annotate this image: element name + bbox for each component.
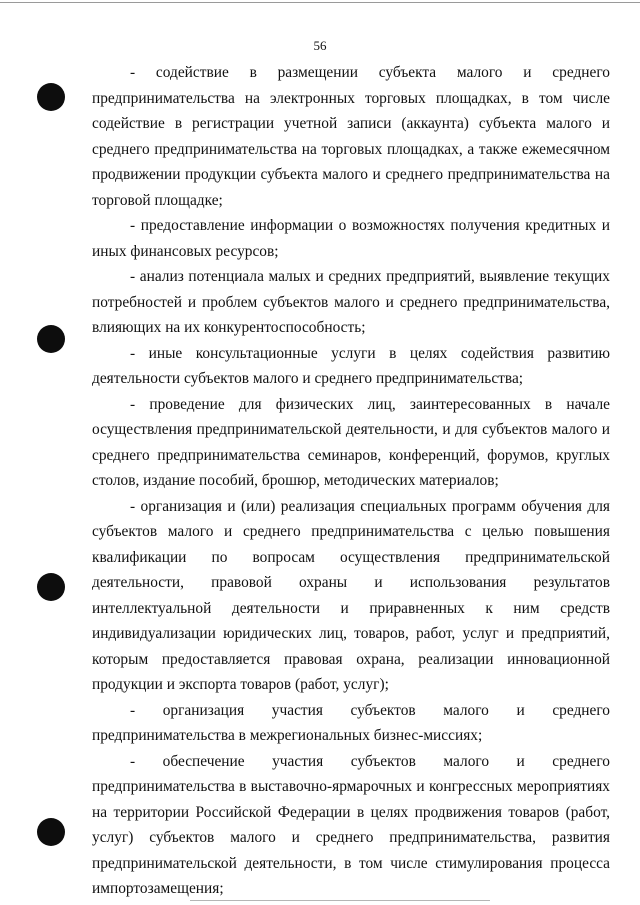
binder-hole-mark [37,83,65,111]
scan-bottom-edge [190,900,490,901]
list-paragraph: - предоставление информации о возможностях получения кредитных и иных финансовых ресурсов; [92,217,610,260]
binder-hole-mark [37,325,65,353]
document-body [92,60,610,902]
list-paragraph: - содействие в размещении субъекта малого и среднего предпринимательства на электронных торговых площадках, в том числе содействие в регистрации учетной записи (аккаунта) субъекта малого и среднего предпринимательства на торговых площадках, а также ежемесячном продвижении продукции субъекта малого и среднего предпринимательства на торговой площадке; [92,64,610,209]
list-paragraph: - организация и (или) реализация специальных программ обучения для субъектов малого и среднего предпринимательства с целью повышения квалификации по вопросам осуществления предпринимательской деятельности, правовой охраны и использования результатов интеллектуальной деятельности и приравненных к ним средств индивидуализации юридических лиц, товаров, работ, услуг и предприятий, которым предоставляется правовая охрана, реализации инновационной продукции и экспорта товаров (работ, услуг); [92,497,610,693]
scan-top-edge [0,2,640,3]
list-paragraph: - анализ потенциала малых и средних предприятий, выявление текущих потребностей и проблем субъектов малого и среднего предпринимательства, влияющих на их конкурентоспособность; [92,268,610,336]
list-paragraph: - организация участия субъектов малого и среднего предпринимательства в межрегиональных бизнес-миссиях; [92,701,610,744]
page-number: 56 [313,38,327,53]
list-paragraph: - обеспечение участия субъектов малого и среднего предпринимательства в выставочно-ярмарочных и конгрессных мероприятиях на территории Российской Федерации в целях продвижения товаров (работ, услуг) субъектов малого и среднего предпринимательства, развития предпринимательской деятельности, в том числе стимулирования процесса импортозамещения; [92,752,610,897]
binder-hole-mark [37,573,65,601]
binder-hole-mark [37,818,65,846]
list-paragraph: - проведение для физических лиц, заинтересованных в начале осуществления предпринимательской деятельности, и для субъектов малого и среднего предпринимательства семинаров, конференций, форумов, круглых столов, издание пособий, брошюр, методических материалов; [92,395,610,489]
list-paragraph: - иные консультационные услуги в целях содействия развитию деятельности субъектов малого и среднего предпринимательства; [92,344,610,387]
